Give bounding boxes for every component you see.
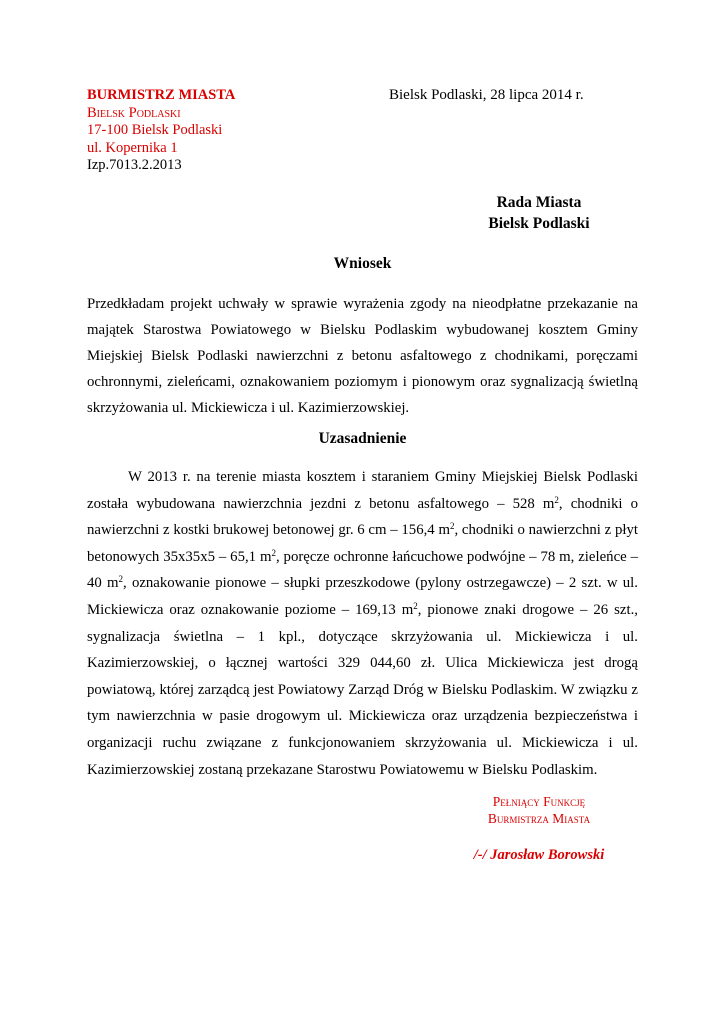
signature-role-line2: Burmistrza Miasta	[487, 811, 591, 826]
uzasadnienie-text	[87, 464, 638, 783]
signature-block	[440, 793, 638, 827]
signature-name: /-/ Jarosław Borowski	[473, 847, 605, 863]
text-segment: , chodniki o nawierzchni z płyt betonowych 35x35x5 – 65,1 m	[87, 522, 638, 565]
addressee-line2: Bielsk Podlaski	[488, 215, 590, 232]
uzasadnienie-paragraph	[87, 464, 638, 783]
superscript: 2	[449, 521, 455, 532]
text-segment: , pionowe znaki drogowe – 26 szt., sygnalizacja świetlna – 1 kpl., dotyczące skrzyżowania ul. Mickiewicza i ul. Kazimierzowskiej, o łącznej wartości 329 044,60 zł. Ulica Mickiewicza jest drogą powiatową, której zarządcą jest Powiatowy Zarząd Dróg w Bielsku Podlaskim. W związku z tym nawierzchnia w pasie drogowym ul. Mickiewicza oraz urządzenia bezpieczeństwa i organizacji ruchu związane z funkcjonowaniem skrzyżowania ul. Mickiewicza i ul. Kazimierzowskiej zostaną przekazane Starostwu Powiatowemu w Bielsku Podlaskim.	[87, 601, 638, 778]
heading-uzasadnienie: Uzasadnienie	[318, 430, 407, 447]
superscript: 2	[554, 494, 559, 505]
superscript: 2	[118, 574, 124, 585]
text-segment: W 2013 r. na terenie miasta kosztem i staraniem Gminy Miejskiej Bielsk Podlaski została wybudowana nawierzchnia jezdni z betonu asfaltowego – 528 m	[87, 469, 638, 512]
text-segment: , chodniki o nawierzchni z kostki brukowej betonowej gr. 6 cm – 156,4 m	[87, 495, 638, 539]
addressee-line1: Rada Miasta	[496, 194, 582, 211]
sender-city: Bielsk Podlaski	[87, 104, 181, 121]
superscript: 2	[413, 600, 418, 611]
wniosek-paragraph	[87, 291, 638, 421]
sender-postal: 17-100 Bielsk Podlaski	[87, 122, 223, 138]
sender-title: BURMISTRZ MIASTA	[87, 87, 236, 103]
signature-role-line1: Pełniący Funkcję	[492, 794, 586, 809]
heading-wniosek: Wniosek	[333, 255, 392, 272]
superscript: 2	[271, 547, 276, 558]
wniosek-text: Przedkładam projekt uchwały w sprawie wyrażenia zgody na nieodpłatne przekazanie na majątek Starostwa Powiatowego w Bielsku Podlaskim wybudowanej kosztem Gminy Miejskiej Bielsk Podlaski nawierzchni z betonu asfaltowego z chodnikami, poręczami ochronnymi, zieleńcami, oznakowaniem poziomym i pionowym oraz sygnalizacją świetlną skrzyżowania ul. Mickiewicza i ul. Kazimierzowskiej.	[87, 296, 638, 416]
sender-street: ul. Kopernika 1	[87, 139, 178, 156]
document-date: Bielsk Podlaski, 28 lipca 2014 r.	[389, 87, 584, 103]
sender-block	[87, 87, 235, 175]
text-segment: , oznakowanie pionowe – słupki przeszkodowe (pylony ostrzegawcze) – 2 szt. w ul. Mickiewicza oraz oznakowanie poziome – 169,13 m	[87, 575, 638, 618]
text-segment: , poręcze ochronne łańcuchowe podwójne – 78 m, zieleńce – 40 m	[87, 548, 638, 592]
addressee-block	[440, 192, 638, 234]
reference-number: Izp.7013.2.2013	[87, 157, 182, 173]
